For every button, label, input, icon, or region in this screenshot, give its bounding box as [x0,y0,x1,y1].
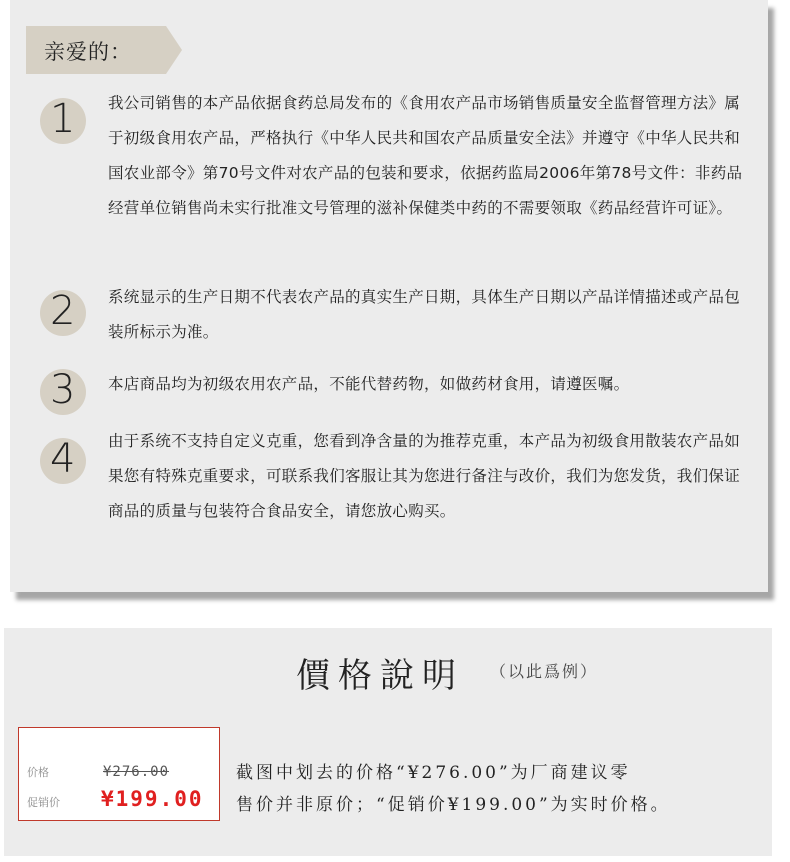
original-price: ¥276.00 [103,764,170,780]
price-example-box [18,727,220,821]
price-description-line-2: 售价并非原价；“促销价¥199.00”为实时价格。 [236,795,671,815]
greeting-text: 亲爱的： [44,40,132,64]
notice-text-2: 系统显示的生产日期不代表农产品的真实生产日期，具体生产日期以产品详情描述或产品包装所标示为准。 [108,288,741,341]
notice-card [10,0,768,592]
number-badge-4: 4 [40,438,86,484]
price-section-title: 價格說明 [296,656,464,696]
number-badge-3: 3 [40,369,86,415]
promo-price: ¥199.00 [101,787,204,811]
number-badge-2: 2 [40,290,86,336]
notice-text-3: 本店商品均为初级农用农产品，不能代替药物，如做药材食用，请遵医嘱。 [108,375,630,393]
notice-text-4: 由于系统不支持自定义克重，您看到净含量的为推荐克重，本产品为初级食用散装农产品如果您有特殊克重要求，可联系我们客服让其为您进行备注与改价，我们为您发货，我们保证商品的质量与包装符合食品安全，请您放心购买。 [108,432,741,520]
price-description-line-1: 截图中划去的价格“¥276.00”为厂商建议零 [236,763,631,783]
greeting-tag [26,26,166,74]
number-badge-1: 1 [40,98,86,144]
price-section-subtitle: （以此爲例） [490,662,599,681]
promo-price-label: 促销价 [27,796,60,809]
notice-text-1: 我公司销售的本产品依据食药总局发布的《食用农产品市场销售质量安全监督管理方法》属于初级食用农产品，严格执行《中华人民共和国农产品质量安全法》并遵守《中华人民共和国农业部令》第70号文件对农产品的包装和要求，依据药监局2006年第78号文件：非药品经营单位销售尚未实行批准文号管理的滋补保健类中药的不需要领取《药品经营许可证》。 [108,94,743,217]
price-label: 价格 [27,766,49,779]
